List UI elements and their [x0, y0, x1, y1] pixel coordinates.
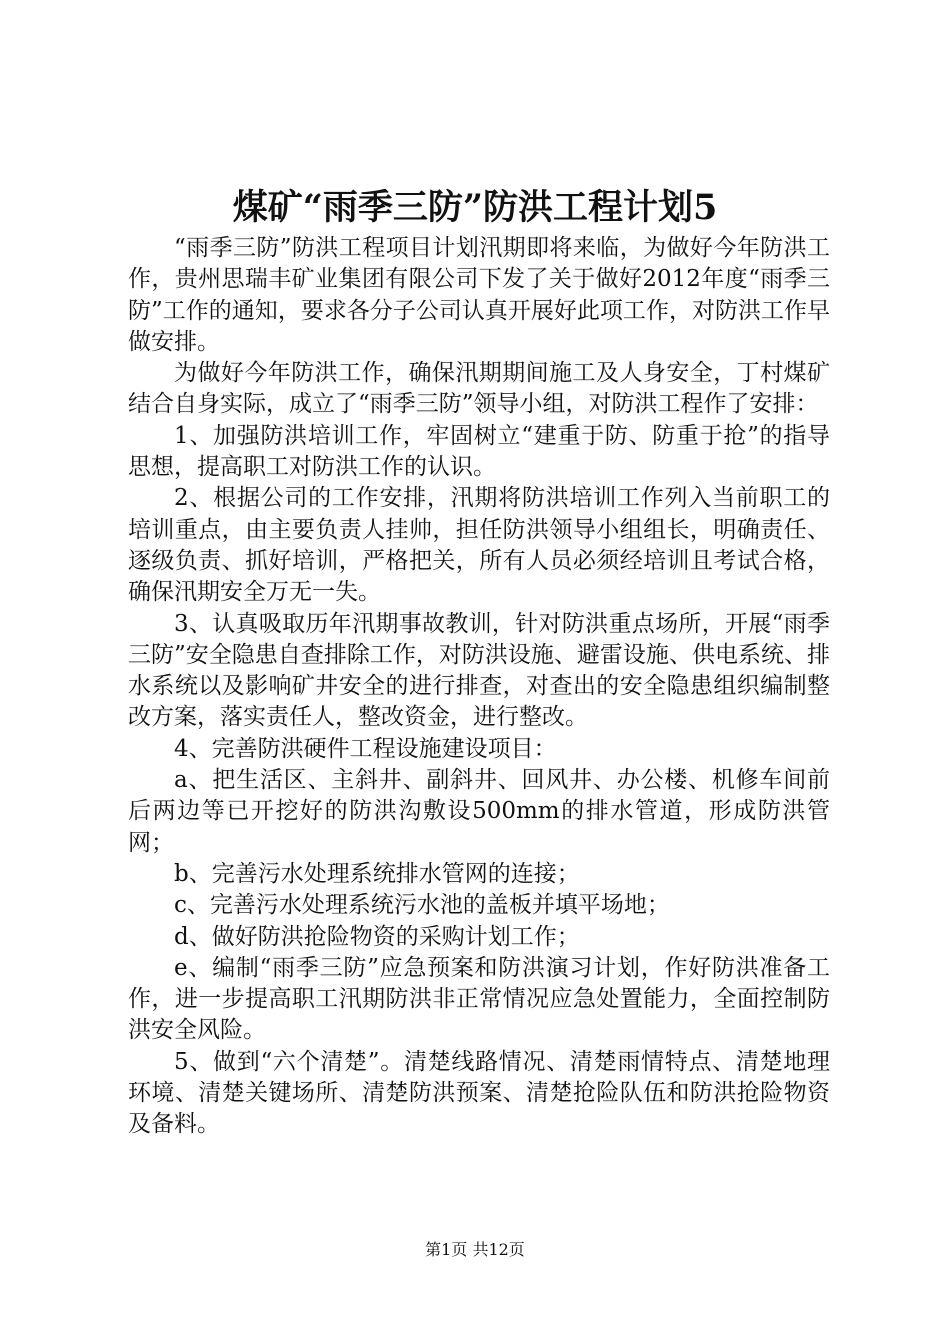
paragraph: 5、做到“六个清楚”。清楚线路情况、清楚雨情特点、清楚地理环境、清楚关键场所、清楚防洪预案、清楚抢险队伍和防洪抢险物资及备料。: [128, 1048, 830, 1138]
paragraph: a、把生活区、主斜井、副斜井、回风井、办公楼、机修车间前后两边等已开挖好的防洪沟敷设500mm的排水管道，形成防洪管网；: [128, 767, 830, 856]
paragraph: d、做好防洪抢险物资的采购计划工作；: [174, 923, 580, 950]
paragraph: e、编制“雨季三防”应急预案和防洪演习计划，作好防洪准备工作，进一步提高职工汛期防洪非正常情况应急处置能力，全面控制防洪安全风险。: [128, 954, 830, 1044]
paragraph: 4、完善防洪硬件工程设施建设项目：: [174, 735, 557, 762]
paragraph: 2、根据公司的工作安排，汛期将防洪培训工作列入当前职工的培训重点，由主要负责人挂帅，担任防洪领导小组组长，明确责任、逐级负责、抓好培训，严格把关，所有人员必须经培训且考试合格，确保汛期安全万无一失。: [128, 485, 830, 606]
paragraph: 为做好今年防洪工作，确保汛期期间施工及人身安全，丁村煤矿结合自身实际，成立了“雨季三防”领导小组，对防洪工程作了安排：: [128, 360, 830, 418]
document-body: [128, 233, 830, 1141]
paragraph: 1、加强防洪培训工作，牢固树立“建重于防、防重于抢”的指导思想，提高职工对防洪工作的认识。: [128, 422, 830, 481]
paragraph: b、完善污水处理系统排水管网的连接；: [174, 860, 580, 887]
paragraph: c、完善污水处理系统污水池的盖板并填平场地；: [174, 892, 670, 919]
paragraph: “雨季三防”防洪工程项目计划汛期即将来临，为做好今年防洪工作，贵州思瑞丰矿业集团有限公司下发了关于做好2012年度“雨季三防”工作的通知，要求各分子公司认真开展好此项工作，对防洪工作早做安排。: [128, 235, 830, 355]
page-number-footer: 第1页 共12页: [425, 1240, 525, 1259]
paragraph: 3、认真吸取历年汛期事故教训，针对防洪重点场所，开展“雨季三防”安全隐患自查排除工作，对防洪设施、避雷设施、供电系统、排水系统以及影响矿井安全的进行排查，对查出的安全隐患组织编制整改方案，落实责任人，整改资金，进行整改。: [128, 610, 830, 731]
document-title: 煤矿“雨季三防”防洪工程计划5: [232, 187, 718, 228]
